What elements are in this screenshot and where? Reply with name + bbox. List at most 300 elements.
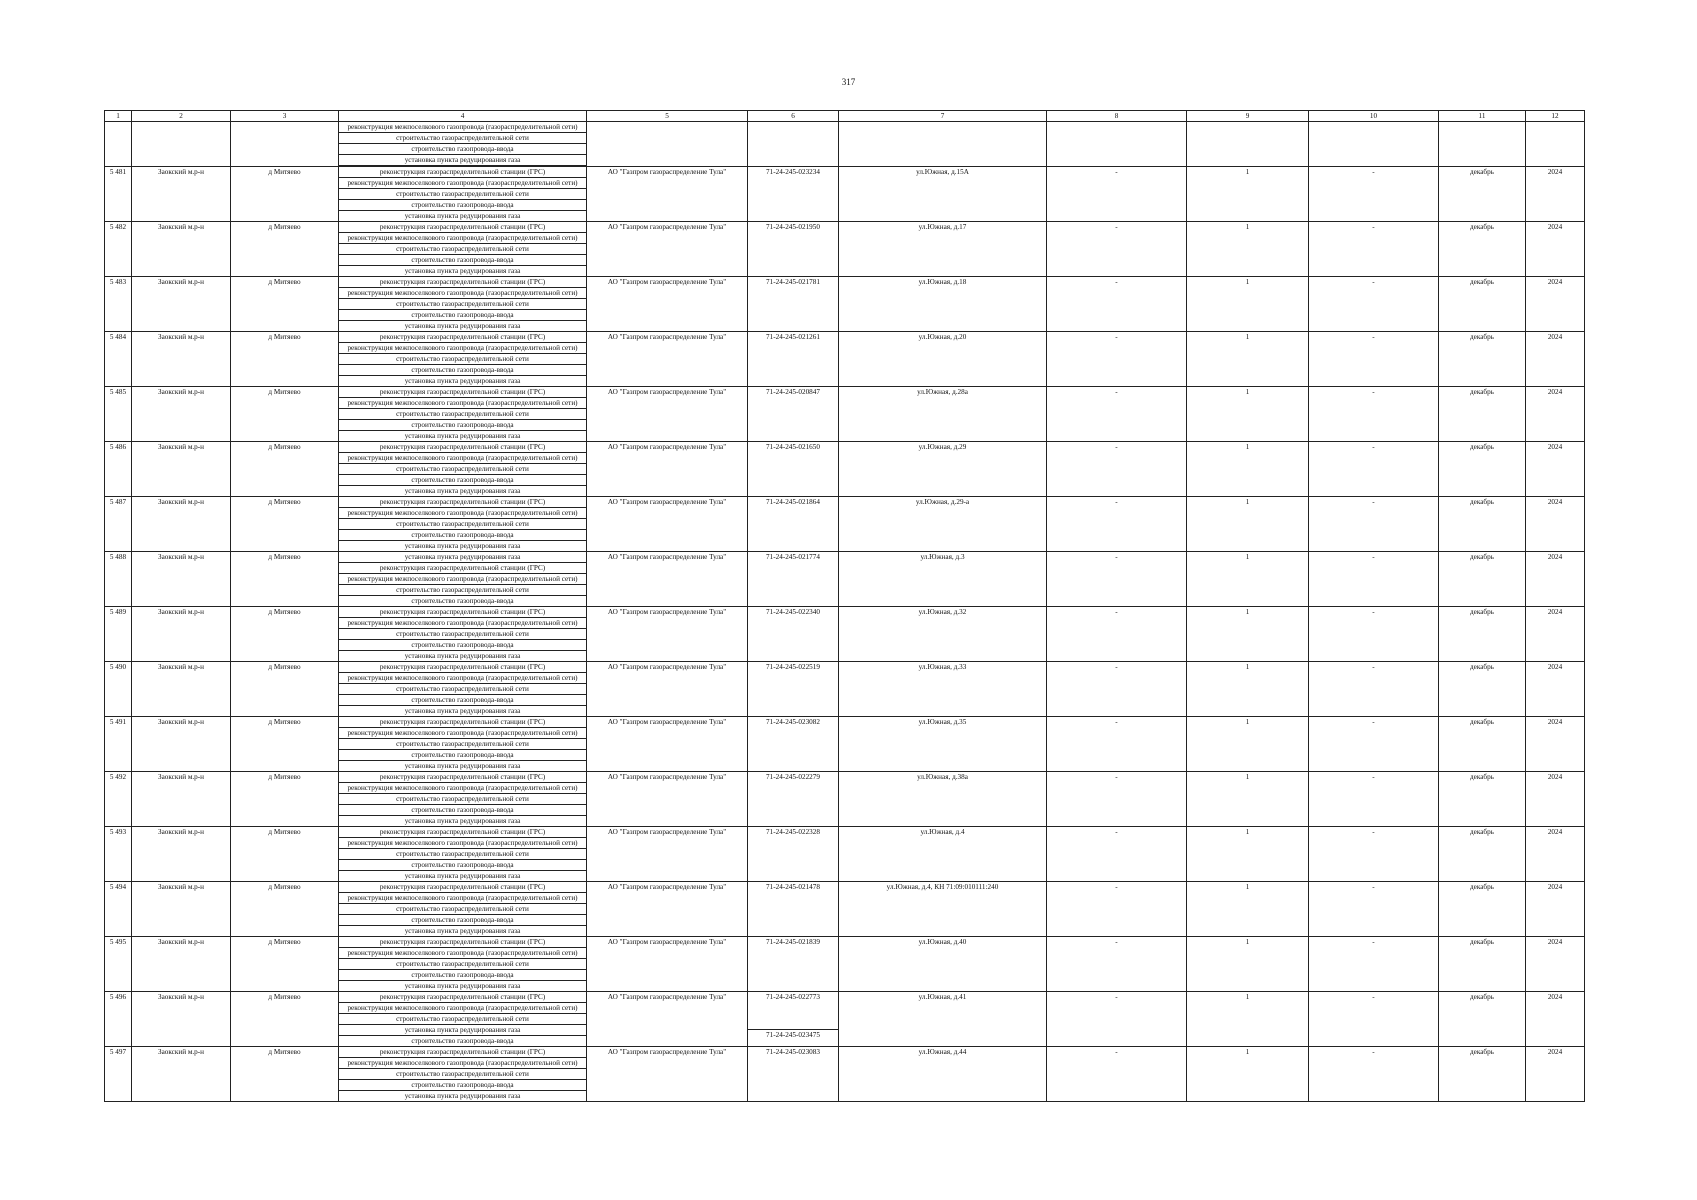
work-item: реконструкция газораспределительной станции (ГРС) <box>379 938 546 946</box>
cadastral-cell <box>748 497 839 552</box>
col10-cell: - <box>1309 882 1439 937</box>
month-cell: декабрь <box>1439 992 1526 1047</box>
year-cell: 2024 <box>1526 992 1585 1047</box>
month-cell: декабрь <box>1439 552 1526 607</box>
table-row <box>105 607 1585 662</box>
cadastral-number: 71-24-245-021864 <box>766 498 820 506</box>
cadastral-number: 71-24-245-022773 <box>766 993 820 1001</box>
work-item: реконструкция газораспределительной станции (ГРС) <box>379 1048 546 1056</box>
work-item: установка пункта редуцирования газа <box>404 487 521 495</box>
col9-cell: 1 <box>1187 497 1309 552</box>
work-item: реконструкция межпоселкового газопровода (газораспределительной сети) <box>339 837 586 849</box>
district-cell: Заокский м.р-н <box>132 332 231 387</box>
locality-cell: д Митяево <box>231 167 339 222</box>
works-cell <box>339 827 587 882</box>
row-number: 5 491 <box>105 717 132 772</box>
table-row <box>105 937 1585 992</box>
work-item: строительство газораспределительной сети <box>396 850 529 858</box>
work-item: реконструкция межпоселкового газопровода (газораспределительной сети) <box>339 342 586 354</box>
cadastral-number: 71-24-245-021261 <box>766 333 820 341</box>
cadastral-cell <box>748 662 839 717</box>
works-cell <box>339 332 587 387</box>
col10-cell: - <box>1309 387 1439 442</box>
work-item: строительство газораспределительной сети <box>396 905 529 913</box>
month-cell: декабрь <box>1439 607 1526 662</box>
work-item: реконструкция межпоселкового газопровода (газораспределительной сети) <box>339 232 586 244</box>
column-header: 4 <box>339 111 587 122</box>
district-cell: Заокский м.р-н <box>132 222 231 277</box>
col9-cell: 1 <box>1187 992 1309 1047</box>
col10-cell: - <box>1309 167 1439 222</box>
work-item: реконструкция газораспределительной станции (ГРС) <box>379 168 546 176</box>
col9-cell: 1 <box>1187 717 1309 772</box>
year-cell: 2024 <box>1526 717 1585 772</box>
organization-cell: АО "Газпром газораспределение Тула" <box>587 387 748 442</box>
work-item: установка пункта редуцирования газа <box>404 432 521 440</box>
address-cell: ул.Южная, д.20 <box>839 332 1047 387</box>
work-item: реконструкция межпоселкового газопровода (газораспределительной сети) <box>347 123 578 131</box>
row-number: 5 493 <box>105 827 132 882</box>
cadastral-number: 71-24-245-021650 <box>766 443 820 451</box>
row-number: 5 496 <box>105 992 132 1047</box>
address-cell: ул.Южная, д.40 <box>839 937 1047 992</box>
cadastral-cell <box>748 607 839 662</box>
work-item: установка пункта редуцирования газа <box>404 707 521 715</box>
year-cell: 2024 <box>1526 607 1585 662</box>
locality-cell: д Митяево <box>231 937 339 992</box>
locality-cell: д Митяево <box>231 662 339 717</box>
cadastral-number: 71-24-245-023475 <box>748 1029 838 1040</box>
work-item: строительство газопровода-ввода <box>339 199 586 211</box>
locality-cell: д Митяево <box>231 607 339 662</box>
works-cell <box>339 772 587 827</box>
cadastral-cell <box>748 772 839 827</box>
row-number: 5 482 <box>105 222 132 277</box>
district-cell: Заокский м.р-н <box>132 607 231 662</box>
col10-cell: - <box>1309 277 1439 332</box>
work-item: реконструкция газораспределительной станции (ГРС) <box>379 388 546 396</box>
work-item: реконструкция газораспределительной станции (ГРС) <box>379 608 546 616</box>
row-number: 5 485 <box>105 387 132 442</box>
work-item: реконструкция газораспределительной станции (ГРС) <box>379 883 546 891</box>
work-item: строительство газораспределительной сети <box>396 685 529 693</box>
locality-cell: д Митяево <box>231 992 339 1047</box>
work-item: реконструкция газораспределительной станции (ГРС) <box>379 498 546 506</box>
work-item: реконструкция газораспределительной станции (ГРС) <box>379 443 546 451</box>
year-cell: 2024 <box>1526 442 1585 497</box>
address-cell: ул.Южная, д.28а <box>839 387 1047 442</box>
locality-cell: д Митяево <box>231 442 339 497</box>
col10-cell: - <box>1309 662 1439 717</box>
work-item: строительство газораспределительной сети <box>396 410 529 418</box>
work-item: реконструкция газораспределительной станции (ГРС) <box>379 993 546 1001</box>
year-cell: 2024 <box>1526 772 1585 827</box>
work-item: реконструкция межпоселкового газопровода (газораспределительной сети) <box>339 672 586 684</box>
work-item: реконструкция газораспределительной станции (ГРС) <box>379 718 546 726</box>
district-cell: Заокский м.р-н <box>132 442 231 497</box>
col8-cell: - <box>1047 277 1187 332</box>
cadastral-number: 71-24-245-022279 <box>766 773 820 781</box>
locality-cell: д Митяево <box>231 772 339 827</box>
address-cell: ул.Южная, д.29-а <box>839 497 1047 552</box>
col8-cell: - <box>1047 387 1187 442</box>
year-cell: 2024 <box>1526 937 1585 992</box>
work-item: реконструкция межпоселкового газопровода (газораспределительной сети) <box>339 782 586 794</box>
district-cell: Заокский м.р-н <box>132 277 231 332</box>
address-cell: ул.Южная, д.44 <box>839 1047 1047 1102</box>
month-cell: декабрь <box>1439 167 1526 222</box>
organization-cell: АО "Газпром газораспределение Тула" <box>587 222 748 277</box>
works-cell <box>339 122 587 167</box>
year-cell: 2024 <box>1526 387 1585 442</box>
year-cell: 2024 <box>1526 827 1585 882</box>
month-cell: декабрь <box>1439 937 1526 992</box>
cadastral-cell <box>748 552 839 607</box>
work-item: строительство газопровода-ввода <box>411 597 514 605</box>
work-item: реконструкция газораспределительной станции (ГРС) <box>379 278 546 286</box>
work-item: строительство газопровода-ввода <box>339 419 586 431</box>
works-cell <box>339 222 587 277</box>
column-number-header <box>105 111 1585 122</box>
work-item: реконструкция межпоселкового газопровода (газораспределительной сети) <box>339 892 586 904</box>
cadastral-number: 71-24-245-023234 <box>766 168 820 176</box>
work-item: строительство газопровода-ввода <box>339 1079 586 1091</box>
district-cell: Заокский м.р-н <box>132 387 231 442</box>
work-item: строительство газораспределительной сети <box>339 584 586 596</box>
cadastral-number: 71-24-245-023082 <box>766 718 820 726</box>
cadastral-cell <box>748 937 839 992</box>
col9-cell: 1 <box>1187 442 1309 497</box>
table-row <box>105 277 1585 332</box>
locality-cell: д Митяево <box>231 717 339 772</box>
column-header: 7 <box>839 111 1047 122</box>
cadastral-number: 71-24-245-021839 <box>766 938 820 946</box>
cadastral-cell <box>748 332 839 387</box>
work-item: реконструкция межпоселкового газопровода (газораспределительной сети) <box>339 177 586 189</box>
cadastral-number: 71-24-245-022328 <box>766 828 820 836</box>
row-number: 5 497 <box>105 1047 132 1102</box>
col9-cell: 1 <box>1187 937 1309 992</box>
row-number: 5 489 <box>105 607 132 662</box>
work-item: установка пункта редуцирования газа <box>339 154 586 166</box>
cadastral-cell <box>748 442 839 497</box>
organization-cell: АО "Газпром газораспределение Тула" <box>587 992 748 1047</box>
column-header: 11 <box>1439 111 1526 122</box>
col8-cell: - <box>1047 552 1187 607</box>
work-item: строительство газораспределительной сети <box>396 740 529 748</box>
cadastral-cell <box>748 1047 839 1102</box>
work-item: реконструкция межпоселкового газопровода (газораспределительной сети) <box>339 452 586 464</box>
work-item: реконструкция межпоселкового газопровода (газораспределительной сети) <box>339 617 586 629</box>
organization-cell: АО "Газпром газораспределение Тула" <box>587 552 748 607</box>
column-header: 6 <box>748 111 839 122</box>
col9-cell: 1 <box>1187 387 1309 442</box>
row-number: 5 490 <box>105 662 132 717</box>
work-item: установка пункта редуцирования газа <box>404 267 521 275</box>
month-cell: декабрь <box>1439 387 1526 442</box>
work-item: реконструкция межпоселкового газопровода (газораспределительной сети) <box>339 397 586 409</box>
work-item: реконструкция межпоселкового газопровода (газораспределительной сети) <box>339 1002 586 1014</box>
district-cell: Заокский м.р-н <box>132 167 231 222</box>
row-number: 5 495 <box>105 937 132 992</box>
works-cell <box>339 717 587 772</box>
works-cell <box>339 387 587 442</box>
work-item: строительство газораспределительной сети <box>396 960 529 968</box>
row-number: 5 492 <box>105 772 132 827</box>
work-item: строительство газопровода-ввода <box>339 639 586 651</box>
organization-cell: АО "Газпром газораспределение Тула" <box>587 277 748 332</box>
address-cell: ул.Южная, д.32 <box>839 607 1047 662</box>
work-item: строительство газораспределительной сети <box>396 520 529 528</box>
cadastral-cell <box>748 717 839 772</box>
column-header: 10 <box>1309 111 1439 122</box>
cadastral-cell <box>748 827 839 882</box>
work-item: установка пункта редуцирования газа <box>404 553 521 561</box>
row-number: 5 484 <box>105 332 132 387</box>
work-item: строительство газопровода-ввода <box>339 254 586 266</box>
works-cell <box>339 552 587 607</box>
row-number: 5 481 <box>105 167 132 222</box>
work-item: реконструкция межпоселкового газопровода (газораспределительной сети) <box>339 287 586 299</box>
column-header: 3 <box>231 111 339 122</box>
district-cell: Заокский м.р-н <box>132 497 231 552</box>
address-cell: ул.Южная, д.18 <box>839 277 1047 332</box>
column-header: 1 <box>105 111 132 122</box>
organization-cell: АО "Газпром газораспределение Тула" <box>587 497 748 552</box>
col10-cell: - <box>1309 772 1439 827</box>
table-row <box>105 717 1585 772</box>
col9-cell: 1 <box>1187 662 1309 717</box>
col8-cell: - <box>1047 992 1187 1047</box>
work-item: строительство газопровода-ввода <box>411 1037 514 1045</box>
work-item: установка пункта редуцирования газа <box>404 1092 521 1100</box>
address-cell: ул.Южная, д.29 <box>839 442 1047 497</box>
district-cell: Заокский м.р-н <box>132 552 231 607</box>
organization-cell: АО "Газпром газораспределение Тула" <box>587 717 748 772</box>
column-header: 12 <box>1526 111 1585 122</box>
row-number: 5 487 <box>105 497 132 552</box>
address-cell: ул.Южная, д.3 <box>839 552 1047 607</box>
locality-cell: д Митяево <box>231 497 339 552</box>
year-cell: 2024 <box>1526 882 1585 937</box>
work-item: строительство газораспределительной сети <box>396 1070 529 1078</box>
col10-cell: - <box>1309 937 1439 992</box>
cadastral-cell <box>748 387 839 442</box>
work-item: реконструкция межпоселкового газопровода (газораспределительной сети) <box>347 575 578 583</box>
district-cell: Заокский м.р-н <box>132 992 231 1047</box>
row-number: 5 486 <box>105 442 132 497</box>
organization-cell: АО "Газпром газораспределение Тула" <box>587 662 748 717</box>
col10-cell: - <box>1309 992 1439 1047</box>
month-cell: декабрь <box>1439 442 1526 497</box>
work-item: строительство газопровода-ввода <box>339 749 586 761</box>
district-cell: Заокский м.р-н <box>132 772 231 827</box>
work-item: реконструкция газораспределительной станции (ГРС) <box>339 562 586 574</box>
col10-cell: - <box>1309 222 1439 277</box>
work-item: строительство газопровода-ввода <box>339 529 586 541</box>
year-cell: 2024 <box>1526 497 1585 552</box>
year-cell: 2024 <box>1526 662 1585 717</box>
month-cell: декабрь <box>1439 882 1526 937</box>
work-item: установка пункта редуцирования газа <box>404 322 521 330</box>
col9-cell: 1 <box>1187 827 1309 882</box>
district-cell: Заокский м.р-н <box>132 937 231 992</box>
col10-cell: - <box>1309 607 1439 662</box>
registry-body <box>105 122 1585 1102</box>
cadastral-number: 71-24-245-021950 <box>766 223 820 231</box>
organization-cell: АО "Газпром газораспределение Тула" <box>587 937 748 992</box>
work-item: строительство газопровода-ввода <box>411 145 514 153</box>
work-item: реконструкция межпоселкового газопровода (газораспределительной сети) <box>339 727 586 739</box>
locality-cell: д Митяево <box>231 387 339 442</box>
col8-cell: - <box>1047 332 1187 387</box>
table-row <box>105 442 1585 497</box>
row-number: 5 494 <box>105 882 132 937</box>
col8-cell: - <box>1047 662 1187 717</box>
col10-cell: - <box>1309 497 1439 552</box>
column-header: 8 <box>1047 111 1187 122</box>
work-item: строительство газопровода-ввода <box>339 309 586 321</box>
locality-cell: д Митяево <box>231 332 339 387</box>
column-header: 5 <box>587 111 748 122</box>
cadastral-cell <box>748 167 839 222</box>
work-item: установка пункта редуцирования газа <box>404 212 521 220</box>
table-row <box>105 387 1585 442</box>
column-header: 2 <box>132 111 231 122</box>
col9-cell: 1 <box>1187 167 1309 222</box>
col8-cell: - <box>1047 607 1187 662</box>
year-cell: 2024 <box>1526 277 1585 332</box>
cadastral-number: 71-24-245-022519 <box>766 663 820 671</box>
work-item: реконструкция межпоселкового газопровода (газораспределительной сети) <box>339 1057 586 1069</box>
work-item: строительство газопровода-ввода <box>339 364 586 376</box>
col8-cell: - <box>1047 442 1187 497</box>
address-cell: ул.Южная, д.4, КН 71:09:010111:240 <box>839 882 1047 937</box>
organization-cell: АО "Газпром газораспределение Тула" <box>587 772 748 827</box>
month-cell: декабрь <box>1439 277 1526 332</box>
col8-cell: - <box>1047 772 1187 827</box>
month-cell: декабрь <box>1439 717 1526 772</box>
col9-cell: 1 <box>1187 607 1309 662</box>
col8-cell: - <box>1047 882 1187 937</box>
table-row <box>105 222 1585 277</box>
work-item: установка пункта редуцирования газа <box>339 1024 586 1036</box>
district-cell: Заокский м.р-н <box>132 827 231 882</box>
district-cell: Заокский м.р-н <box>132 662 231 717</box>
col10-cell: - <box>1309 827 1439 882</box>
table-row <box>105 662 1585 717</box>
work-item: установка пункта редуцирования газа <box>404 542 521 550</box>
work-item: установка пункта редуцирования газа <box>404 652 521 660</box>
work-item: реконструкция газораспределительной станции (ГРС) <box>379 223 546 231</box>
work-item: строительство газораспределительной сети <box>396 465 529 473</box>
work-item: реконструкция газораспределительной станции (ГРС) <box>379 828 546 836</box>
works-cell <box>339 882 587 937</box>
cadastral-number: 71-24-245-022340 <box>766 608 820 616</box>
table-row <box>105 332 1585 387</box>
work-item: установка пункта редуцирования газа <box>404 872 521 880</box>
table-row <box>105 552 1585 607</box>
works-cell <box>339 497 587 552</box>
work-item: строительство газораспределительной сети <box>396 795 529 803</box>
col8-cell: - <box>1047 222 1187 277</box>
month-cell: декабрь <box>1439 332 1526 387</box>
locality-cell: д Митяево <box>231 1047 339 1102</box>
cadastral-number: 71-24-245-021781 <box>766 278 820 286</box>
locality-cell: д Митяево <box>231 222 339 277</box>
organization-cell: АО "Газпром газораспределение Тула" <box>587 1047 748 1102</box>
work-item: реконструкция межпоселкового газопровода (газораспределительной сети) <box>339 507 586 519</box>
work-item: установка пункта редуцирования газа <box>404 762 521 770</box>
table-row <box>105 772 1585 827</box>
col8-cell: - <box>1047 717 1187 772</box>
address-cell: ул.Южная, д.4 <box>839 827 1047 882</box>
work-item: строительство газопровода-ввода <box>339 474 586 486</box>
col10-cell: - <box>1309 717 1439 772</box>
month-cell: декабрь <box>1439 1047 1526 1102</box>
address-cell: ул.Южная, д.15А <box>839 167 1047 222</box>
works-cell <box>339 937 587 992</box>
work-item: строительство газораспределительной сети <box>396 300 529 308</box>
address-cell: ул.Южная, д.41 <box>839 992 1047 1047</box>
work-item: строительство газораспределительной сети <box>396 190 529 198</box>
work-item: строительство газопровода-ввода <box>339 694 586 706</box>
cadastral-cell <box>748 882 839 937</box>
work-item: реконструкция газораспределительной станции (ГРС) <box>379 773 546 781</box>
month-cell: декабрь <box>1439 662 1526 717</box>
page-number: 317 <box>841 77 856 87</box>
locality-cell: д Митяево <box>231 552 339 607</box>
work-item: строительство газораспределительной сети <box>396 1015 529 1023</box>
work-item: установка пункта редуцирования газа <box>404 927 521 935</box>
col8-cell: - <box>1047 497 1187 552</box>
work-item: строительство газопровода-ввода <box>339 804 586 816</box>
month-cell: декабрь <box>1439 497 1526 552</box>
table-row <box>105 827 1585 882</box>
work-item: строительство газопровода-ввода <box>339 859 586 871</box>
organization-cell: АО "Газпром газораспределение Тула" <box>587 442 748 497</box>
work-item: строительство газораспределительной сети <box>339 132 586 144</box>
month-cell: декабрь <box>1439 222 1526 277</box>
works-cell <box>339 662 587 717</box>
cadastral-cell <box>748 222 839 277</box>
work-item: реконструкция межпоселкового газопровода (газораспределительной сети) <box>339 947 586 959</box>
work-item: строительство газораспределительной сети <box>396 630 529 638</box>
organization-cell: АО "Газпром газораспределение Тула" <box>587 882 748 937</box>
year-cell: 2024 <box>1526 1047 1585 1102</box>
works-cell <box>339 992 587 1047</box>
organization-cell: АО "Газпром газораспределение Тула" <box>587 827 748 882</box>
address-cell: ул.Южная, д.38а <box>839 772 1047 827</box>
year-cell: 2024 <box>1526 332 1585 387</box>
works-cell <box>339 277 587 332</box>
cadastral-number: 71-24-245-020847 <box>766 388 820 396</box>
work-item: установка пункта редуцирования газа <box>404 377 521 385</box>
organization-cell: АО "Газпром газораспределение Тула" <box>587 607 748 662</box>
col8-cell: - <box>1047 1047 1187 1102</box>
col10-cell: - <box>1309 1047 1439 1102</box>
work-item: строительство газораспределительной сети <box>396 355 529 363</box>
row-number: 5 488 <box>105 552 132 607</box>
cadastral-cell <box>748 992 839 1047</box>
work-item: строительство газораспределительной сети <box>396 245 529 253</box>
table-row <box>105 992 1585 1047</box>
cadastral-number: 71-24-245-023083 <box>766 1048 820 1056</box>
col9-cell: 1 <box>1187 1047 1309 1102</box>
locality-cell: д Митяево <box>231 882 339 937</box>
table-row <box>105 497 1585 552</box>
col9-cell: 1 <box>1187 277 1309 332</box>
